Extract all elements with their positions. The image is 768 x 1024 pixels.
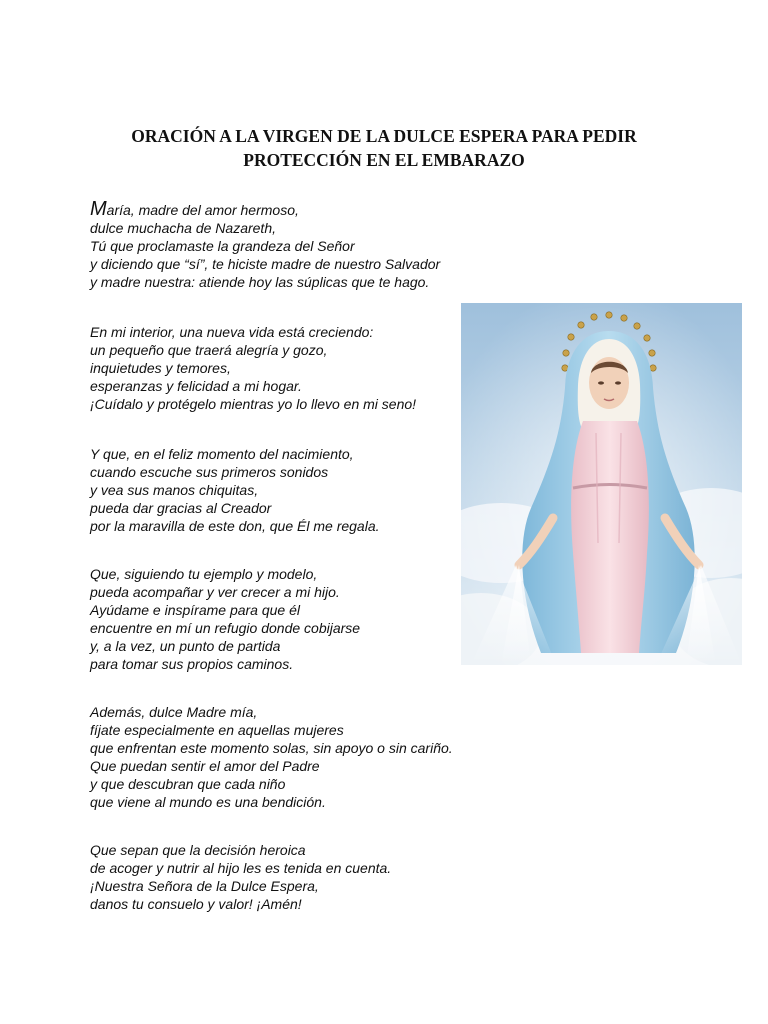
document-title <box>60 124 708 172</box>
prayer-stanza-4 <box>90 565 510 674</box>
prayer-line: esperanzas y felicidad a mi hogar. <box>90 378 302 395</box>
prayer-line: dulce muchacha de Nazareth, <box>90 220 276 237</box>
prayer-line: pueda dar gracias al Creador <box>90 500 272 517</box>
prayer-line: y vea sus manos chiquitas, <box>90 482 259 499</box>
prayer-line: En mi interior, una nueva vida está creciendo: <box>90 324 374 340</box>
prayer-stanza-6 <box>90 841 510 913</box>
prayer-line: encuentre en mí un refugio donde cobijarse <box>90 620 361 637</box>
prayer-stanza-1 <box>90 198 510 291</box>
prayer-line: para tomar sus propios caminos. <box>90 656 294 673</box>
prayer-line: ¡Cuídalo y protégelo mientras yo lo llevo en mi seno! <box>90 396 417 413</box>
prayer-line: Que puedan sentir el amor del Padre <box>90 758 320 775</box>
virgin-mary-image <box>461 303 742 665</box>
prayer-stanza-2 <box>90 323 510 413</box>
prayer-line: inquietudes y temores, <box>90 360 231 377</box>
prayer-line: y que descubran que cada niño <box>90 776 286 793</box>
prayer-stanza-5 <box>90 703 510 812</box>
prayer-line: un pequeño que traerá alegría y gozo, <box>90 342 328 359</box>
prayer-line: fíjate especialmente en aquellas mujeres <box>90 722 344 739</box>
prayer-line: y diciendo que “sí”, te hiciste madre de nuestro Salvador <box>90 256 441 273</box>
prayer-line: Tú que proclamaste la grandeza del Señor <box>90 238 355 255</box>
prayer-line: por la maravilla de este don, que Él me regala. <box>90 518 380 535</box>
prayer-line: y madre nuestra: atiende hoy las súplicas que te hago. <box>90 274 430 291</box>
prayer-line: cuando escuche sus primeros sonidos <box>90 464 329 481</box>
prayer-line: Que sepan que la decisión heroica <box>90 842 306 858</box>
virgin-mary-icon <box>461 303 742 665</box>
prayer-line: pueda acompañar y ver crecer a mi hijo. <box>90 584 340 601</box>
prayer-line: ¡Nuestra Señora de la Dulce Espera, <box>90 878 319 895</box>
title-line-1: ORACIÓN A LA VIRGEN DE LA DULCE ESPERA PARA PEDIR <box>131 126 637 146</box>
prayer-line-text: aría, madre del amor hermoso, <box>106 202 299 218</box>
prayer-line: y, a la vez, un punto de partida <box>90 638 281 655</box>
prayer-line: Que, siguiendo tu ejemplo y modelo, <box>90 566 318 582</box>
drop-cap: M <box>90 198 107 220</box>
prayer-line: Además, dulce Madre mía, <box>90 704 258 720</box>
prayer-stanza-3 <box>90 445 510 535</box>
prayer-line: de acoger y nutrir al hijo les es tenida en cuenta. <box>90 860 392 877</box>
prayer-line <box>90 198 510 220</box>
prayer-line: Y que, en el feliz momento del nacimiento, <box>90 446 354 462</box>
prayer-line: Ayúdame e inspírame para que él <box>90 602 300 619</box>
title-line-2: PROTECCIÓN EN EL EMBARAZO <box>243 150 525 170</box>
prayer-line: danos tu consuelo y valor! ¡Amén! <box>90 896 302 913</box>
prayer-line: que enfrentan este momento solas, sin apoyo o sin cariño. <box>90 740 453 757</box>
prayer-line: que viene al mundo es una bendición. <box>90 794 326 811</box>
